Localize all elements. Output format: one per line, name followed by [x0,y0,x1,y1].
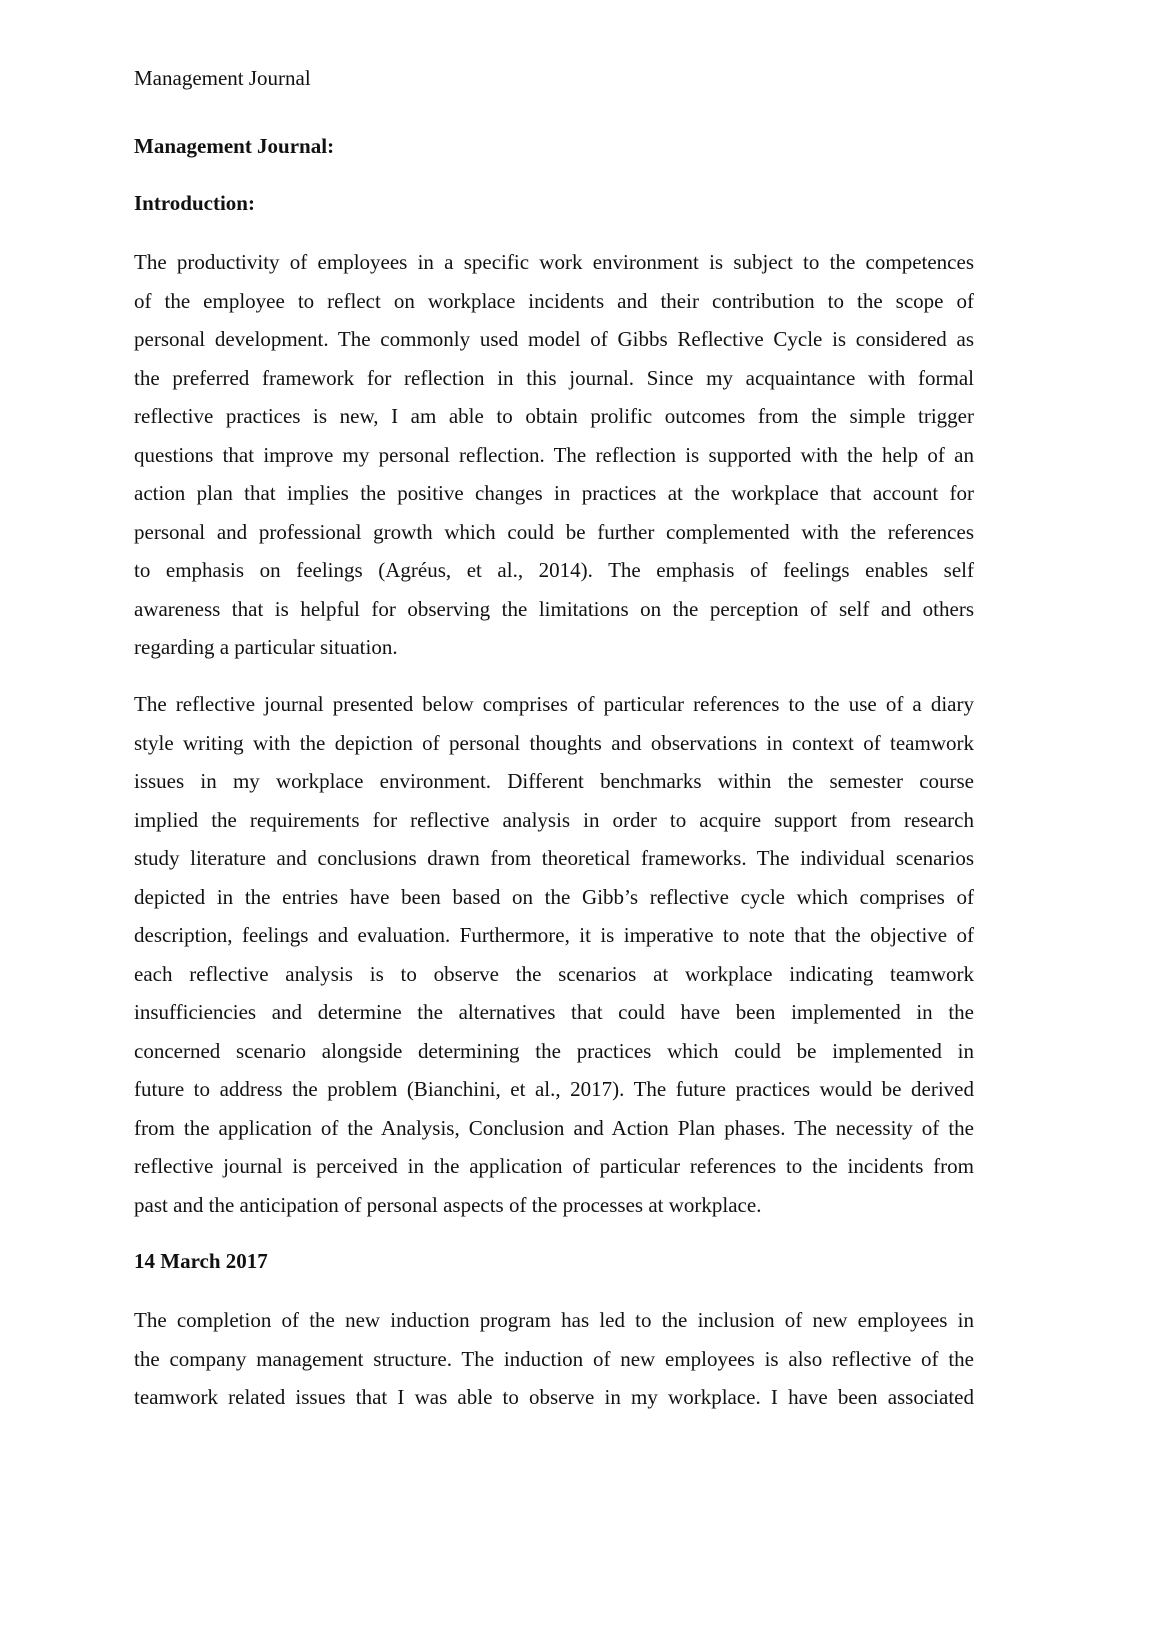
text-line: personal development. The commonly used model of Gibbs Reflective Cycle is considered as [134,327,974,351]
text-line: awareness that is helpful for observing the limitations on the perception of self and others [134,596,974,621]
entry-paragraph [134,1301,974,1417]
text-line: the company management structure. The induction of new employees is also reflective of the [134,1346,974,1371]
text-line: the preferred framework for reflection in this journal. Since my acquaintance with formal [134,365,974,390]
text-line: personal and professional growth which could be further complemented with the references [134,519,974,544]
text-line: reflective journal is perceived in the application of particular references to the incidents from [134,1154,974,1178]
text-line: The completion of the new induction program has led to the inclusion of new employees in [134,1308,974,1332]
text-line: description, feelings and evaluation. Furthermore, it is imperative to note that the objective of [134,923,974,947]
text-line: from the application of the Analysis, Conclusion and Action Plan phases. The necessity of the [134,1115,974,1140]
text-line: The productivity of employees in a specific work environment is subject to the competences [134,250,974,274]
introduction-heading: Introduction: [134,191,255,215]
intro-paragraph-1 [134,243,974,667]
text-line: implied the requirements for reflective analysis in order to acquire support from research [134,807,974,832]
text-line: depicted in the entries have been based on the Gibb’s reflective cycle which comprises of [134,884,974,909]
text-line: reflective practices is new, I am able to obtain prolific outcomes from the simple trigger [134,404,974,428]
text-line: questions that improve my personal reflection. The reflection is supported with the help of an [134,442,974,467]
text-line: past and the anticipation of personal aspects of the processes at workplace. [134,1192,762,1217]
text-line: insufficiencies and determine the alternatives that could have been implemented in the [134,1000,974,1024]
text-line: study literature and conclusions drawn from theoretical frameworks. The individual scenarios [134,846,974,870]
text-line: issues in my workplace environment. Different benchmarks within the semester course [134,769,974,793]
text-line: style writing with the depiction of personal thoughts and observations in context of teamwork [134,730,974,755]
entry-date-heading: 14 March 2017 [134,1249,268,1273]
text-line: each reflective analysis is to observe the scenarios at workplace indicating teamwork [134,961,974,986]
text-line: teamwork related issues that I was able to observe in my workplace. I have been associated [134,1385,974,1409]
text-line: to emphasis on feelings (Agréus, et al., 2014). The emphasis of feelings enables self [134,558,974,582]
page-header: Management Journal [134,66,311,90]
intro-paragraph-2 [134,685,974,1224]
text-line: concerned scenario alongside determining the practices which could be implemented in [134,1038,974,1063]
text-line: future to address the problem (Bianchini, et al., 2017). The future practices would be derived [134,1077,974,1101]
text-line: action plan that implies the positive changes in practices at the workplace that account for [134,481,974,505]
text-line: regarding a particular situation. [134,635,398,659]
text-line: The reflective journal presented below comprises of particular references to the use of a diary [134,692,974,716]
document-title: Management Journal: [134,134,335,158]
text-line: of the employee to reflect on workplace incidents and their contribution to the scope of [134,288,974,313]
